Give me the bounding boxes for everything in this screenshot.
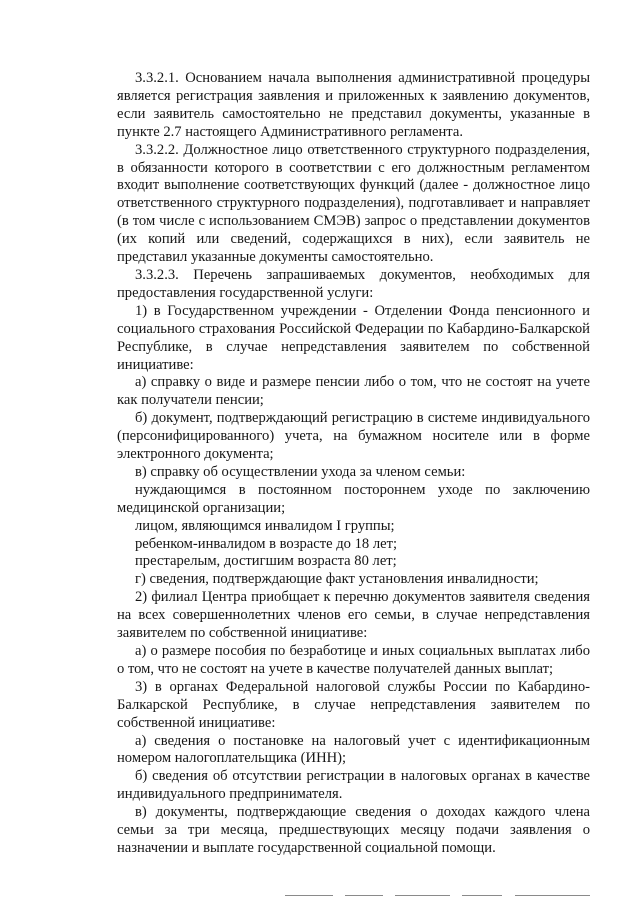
sub-item-child: ребенком-инвалидом в возрасте до 18 лет; (135, 535, 398, 552)
paragraph-3-3-2-2: 3.3.2.2. Должностное лицо ответственного структурного подразделения, в обязанности которого в соответствии с его должностным регламентом входит выполнение соответствующих функций (далее - должностное лицо ответственного структурного подразделения), подготавливает и направляет (в том числе с использованием СМЭВ) запрос о представлении документов (их копий или сведений, содержащихся в них), если заявитель не представил указанные документы самостоятельно. (117, 141, 590, 266)
list-item-3b: б) сведения об отсутствии регистрации в налоговых органах в качестве индивидуального предпринимателя. (117, 768, 590, 803)
list-item-2a: а) о размере пособия по безработице и иных социальных выплатах либо о том, что не состоят на учете в качестве получателей данных выплат; (117, 643, 590, 677)
footer-rule (345, 895, 383, 896)
paragraph-3-3-2-1: 3.3.2.1. Основанием начала выполнения административной процедуры является регистрация заявления и приложенных к заявлению документов, если заявитель самостоятельно не представил документы, указанные в пункте 2.7 настоящего Административного регламента. (117, 70, 590, 140)
paragraph-3-3-2-3: 3.3.2.3. Перечень запрашиваемых документов, необходимых для предоставления государственной услуги: (117, 266, 590, 301)
sub-item-elderly: престарелым, достигшим возраста 80 лет; (135, 553, 397, 570)
list-item-1a: а) справку о виде и размере пенсии либо о том, что не состоят на учете как получатели пенсии; (117, 374, 590, 409)
footer-rule (462, 895, 502, 896)
list-item-2: 2) филиал Центра приобщает к перечню документов заявителя сведения на всех совершеннолетних членов его семьи, в случае непредставления заявителем по собственной инициативе: (117, 589, 590, 642)
list-item-3: 3) в органах Федеральной налоговой службы России по Кабардино-Балкарской Республике, в случае непредставления заявителем по собственной инициативе: (117, 678, 590, 731)
list-item-1: 1) в Государственном учреждении - Отделении Фонда пенсионного и социального страхования Российской Федерации по Кабардино-Балкарской Республике, в случае непредставления заявителем по собственной инициативе: (117, 302, 590, 373)
footer-rule (285, 895, 333, 896)
document-page (117, 70, 590, 858)
list-item-1b: б) документ, подтверждающий регистрацию в системе индивидуального (персонифицированного) учета, на бумажном носителе или в форме электронного документа; (117, 410, 590, 463)
footer-rule (395, 895, 450, 896)
list-item-3v: в) документы, подтверждающие сведения о доходах каждого члена семьи за три месяца, предшествующих месяцу подачи заявления о назначении и выплате государственной социальной помощи. (117, 804, 590, 856)
list-item-1g: г) сведения, подтверждающие факт установления инвалидности; (135, 571, 539, 588)
footer-rule (515, 895, 590, 896)
sub-item-care: нуждающимся в постоянном постороннем уходе по заключению медицинской организации; (117, 481, 590, 516)
list-item-3a: а) сведения о постановке на налоговый учет с идентификационным номером налогоплательщика (ИНН); (117, 732, 590, 767)
list-item-1v: в) справку об осуществлении ухода за членом семьи: (135, 463, 466, 480)
sub-item-disabled: лицом, являющимся инвалидом I группы; (135, 517, 395, 534)
